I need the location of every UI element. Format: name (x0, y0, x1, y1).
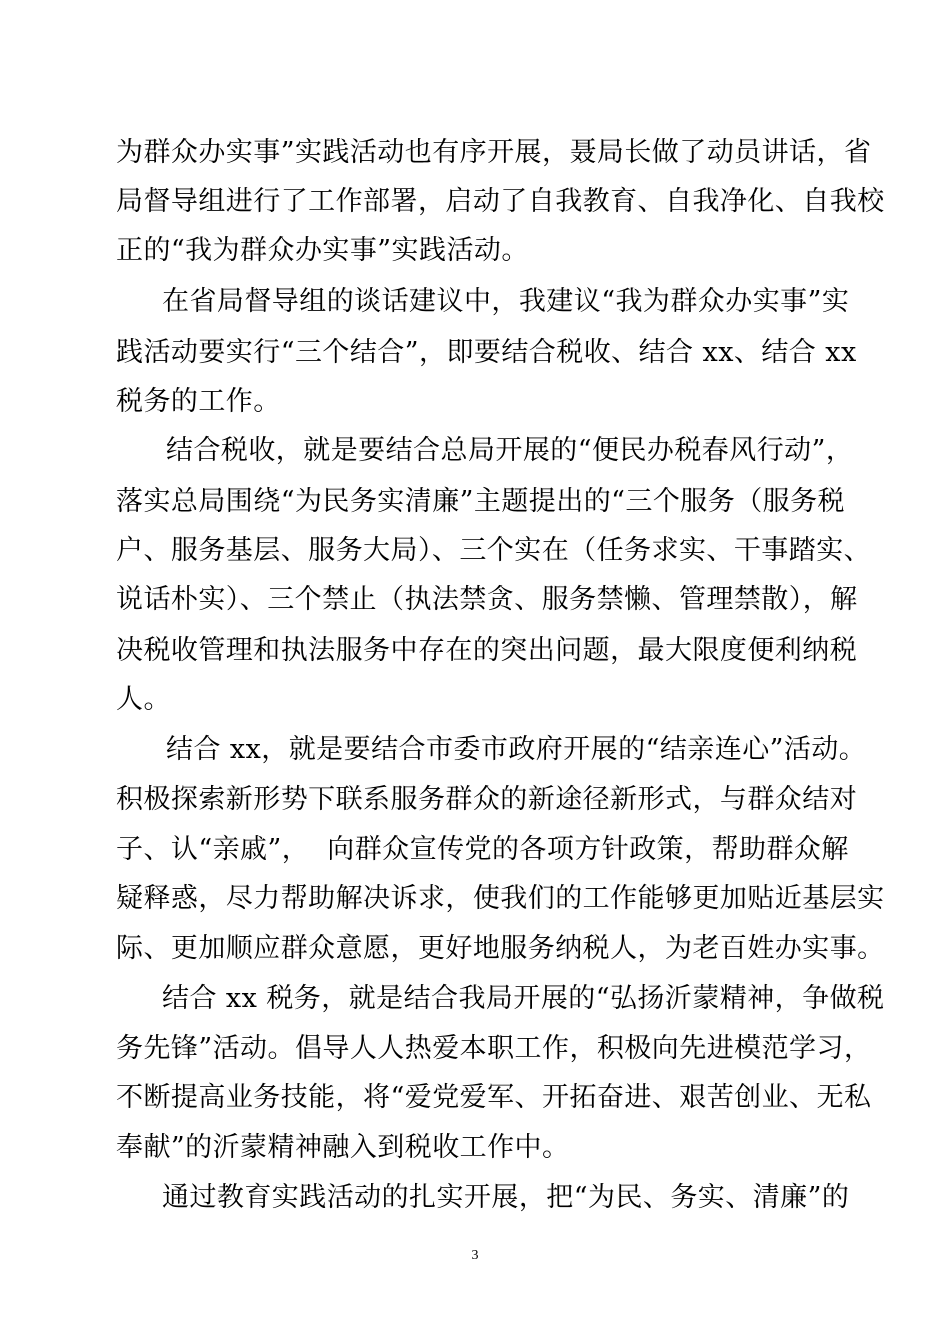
text-line: 正的“我为群众办实事”实践活动。 (116, 235, 529, 266)
text-line: 务先锋”活动。倡导人人热爱本职工作，积极向先进模范学习， (116, 1033, 872, 1064)
text-line: 践活动要实行“三个结合”，即要结合税收、结合 xx、结合 xx (116, 337, 857, 368)
text-line: 说话朴实）、三个禁止（执法禁贪、服务禁懒、管理禁散），解 (116, 584, 858, 615)
text-line: 积极探索新形势下联系服务群众的新途径新形式，与群众结对 (116, 784, 858, 815)
text-line: 决税收管理和执法服务中存在的突出问题，最大限度便利纳税 (116, 635, 858, 666)
text-line: 际、更加顺应群众意愿，更好地服务纳税人，为老百姓办实事。 (116, 933, 885, 964)
text-line: 为群众办实事”实践活动也有序开展，聂局长做了动员讲话，省 (116, 137, 872, 168)
text-line: 结合 xx 税务，就是结合我局开展的“弘扬沂蒙精神，争做税 (162, 983, 885, 1014)
text-line: 奉献”的沂蒙精神融入到税收工作中。 (116, 1132, 570, 1163)
text-line: 在省局督导组的谈话建议中，我建议“我为群众办实事”实 (162, 286, 850, 317)
page-number: 3 (471, 1248, 479, 1263)
text-line: 结合税收，就是要结合总局开展的“便民办税春风行动”， (166, 435, 854, 466)
text-line: 疑释惑，尽力帮助解决诉求，使我们的工作能够更加贴近基层实 (116, 883, 885, 914)
text-line: 户、服务基层、服务大局）、三个实在（任务求实、干事踏实、 (116, 535, 872, 566)
text-line: 落实总局围绕“为民务实清廉”主题提出的“三个服务（服务税 (116, 486, 846, 517)
text-line: 不断提高业务技能，将“爱党爱军、开拓奋进、艰苦创业、无私 (116, 1082, 872, 1113)
text-line: 结合 xx，就是要结合市委市政府开展的“结亲连心”活动。 (166, 734, 867, 765)
text-line: 局督导组进行了工作部署，启动了自我教育、自我净化、自我校 (116, 186, 885, 217)
text-line: 通过教育实践活动的扎实开展，把“为民、务实、清廉”的 (162, 1182, 850, 1213)
text-line: 税务的工作。 (116, 386, 281, 417)
text-line: 人。 (116, 684, 171, 715)
text-line: 子、认“亲戚”， 向群众宣传党的各项方针政策，帮助群众解 (116, 834, 849, 865)
